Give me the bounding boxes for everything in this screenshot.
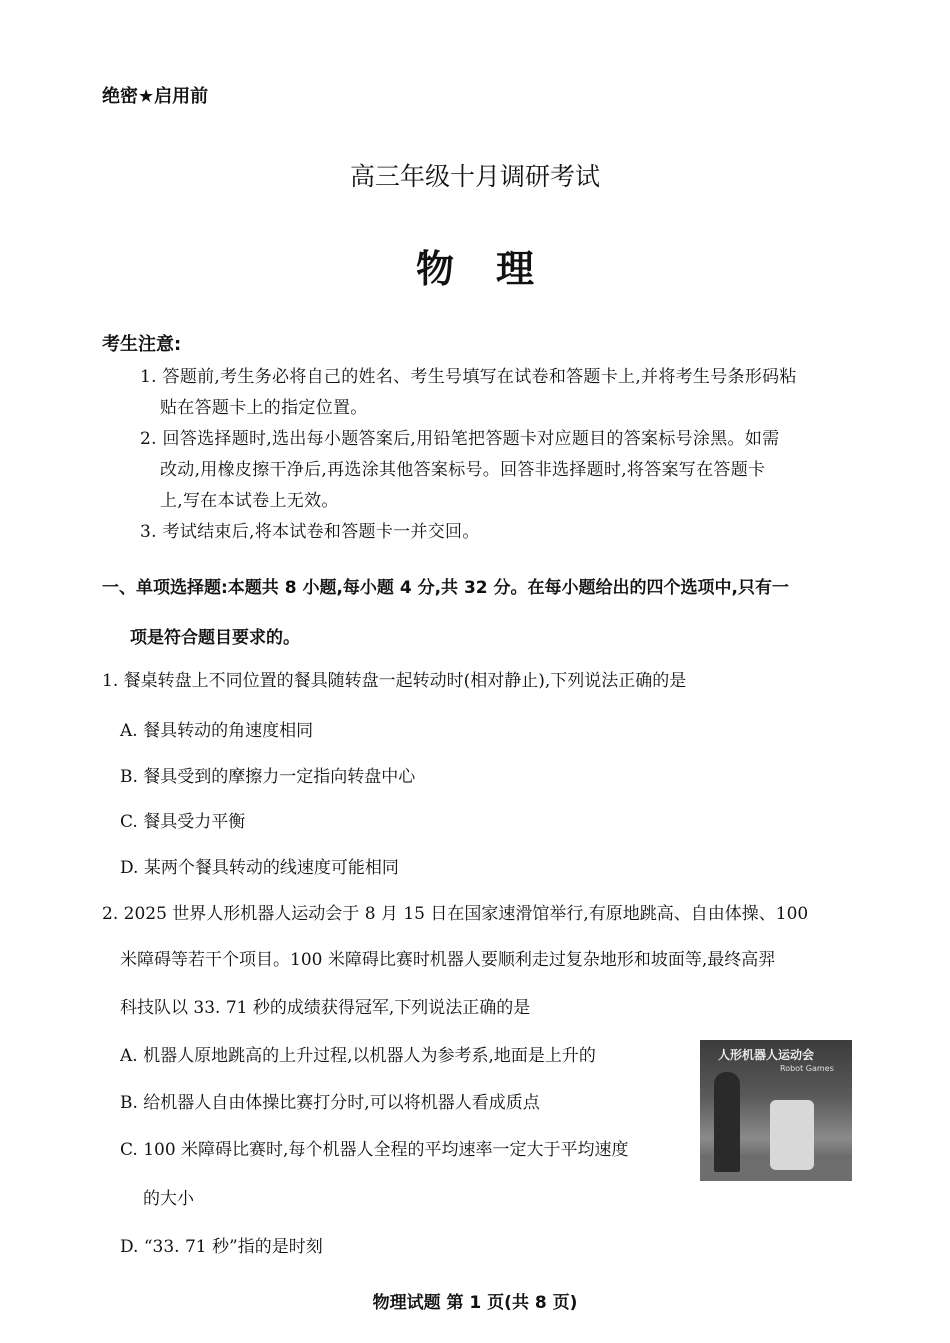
q2-option-b: B. 给机器人自由体操比赛打分时,可以将机器人看成质点 (120, 1093, 540, 1113)
section-heading: 一、单项选择题:本题共 8 小题,每小题 4 分,共 32 分。在每小题给出的四个选项中,只有一 (102, 578, 789, 598)
robot-games-photo (700, 1040, 852, 1181)
photo-person (714, 1072, 740, 1172)
q1-option-b: B. 餐具受到的摩擦力一定指向转盘中心 (120, 767, 416, 787)
exam-title: 高三年级十月调研考试 (349, 162, 600, 191)
confidential-label: 绝密★启用前 (102, 86, 209, 107)
q1-option-a: A. 餐具转动的角速度相同 (120, 721, 314, 741)
q2-option-a: A. 机器人原地跳高的上升过程,以机器人为参考系,地面是上升的 (120, 1046, 596, 1066)
question-2-stem: 米障碍等若干个项目。100 米障碍比赛时机器人要顺利走过复杂地形和坡面等,最终高羿 (120, 950, 776, 970)
question-2-stem: 科技队以 33. 71 秒的成绩获得冠军,下列说法正确的是 (120, 998, 531, 1018)
section-heading-cont: 项是符合题目要求的。 (130, 628, 300, 648)
notice-line: 2. 回答选择题时,选出每小题答案后,用铅笔把答题卡对应题目的答案标号涂黑。如需 (140, 429, 780, 449)
notice-heading: 考生注意: (102, 334, 182, 355)
subject-title: 物理 (415, 247, 576, 291)
photo-robot (770, 1100, 814, 1170)
notice-line: 3. 考试结束后,将本试卷和答题卡一并交回。 (140, 522, 480, 542)
page-footer: 物理试题 第 1 页(共 8 页) (372, 1293, 578, 1313)
question-1-stem: 1. 餐桌转盘上不同位置的餐具随转盘一起转动时(相对静止),下列说法正确的是 (102, 671, 687, 691)
notice-line: 贴在答题卡上的指定位置。 (160, 398, 368, 418)
notice-line: 1. 答题前,考生务必将自己的姓名、考生号填写在试卷和答题卡上,并将考生号条形码粘 (140, 367, 797, 387)
q2-option-c-cont: 的大小 (143, 1189, 194, 1209)
question-2-stem: 2. 2025 世界人形机器人运动会于 8 月 15 日在国家速滑馆举行,有原地跳高、自由体操、100 (102, 904, 809, 924)
q2-option-c: C. 100 米障碍比赛时,每个机器人全程的平均速率一定大于平均速度 (120, 1140, 629, 1160)
photo-banner: 人形机器人运动会 (718, 1048, 815, 1062)
q1-option-c: C. 餐具受力平衡 (120, 812, 246, 832)
notice-line: 改动,用橡皮擦干净后,再选涂其他答案标号。回答非选择题时,将答案写在答题卡 (160, 460, 766, 480)
photo-banner-sub: Robot Games (780, 1064, 834, 1073)
q1-option-d: D. 某两个餐具转动的线速度可能相同 (120, 858, 399, 878)
notice-line: 上,写在本试卷上无效。 (160, 491, 339, 511)
q2-option-d: D. “33. 71 秒”指的是时刻 (120, 1237, 323, 1257)
